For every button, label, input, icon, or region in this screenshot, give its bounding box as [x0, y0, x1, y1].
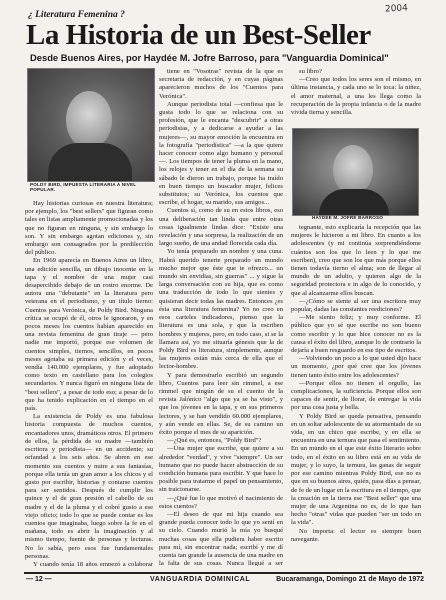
article-column-1 — [25, 200, 153, 566]
paragraph: Yo tenía preparado un nombre y una cuna. Habrá querido tenerte preparado un mundo mucho mejor que éste que te ofrezco... un mundo sin envidias, sin guerras" ... y sigue la larga conversación con su hija, que es como una traducción de todo lo que sientes y quisieran decir todas las madres. Entonces ¿es ésta una literatura femenina? Yo no creo en esos carteles indicadores, pienso que la literatura es una sola, y que la escriben hombres y mujeres, pero, en todo caso, si se la llamara así, yo me situaría génesis que la de Poldy Bird es literatura, simplemente, aunque las mujeres están más cerca de ella que el lector-hombre. — [159, 248, 283, 371]
issue-date: Bucaramanga, Domingo 21 de Mayo de 1972 — [276, 576, 424, 583]
byline: Desde Buenos Aires, por Haydée M. Jofre Barroso, para "Vanguardia Dominical" — [30, 52, 389, 63]
footer-rule — [24, 572, 422, 574]
page-number: — 12 — — [26, 576, 52, 583]
paragraph: —Creo que todos los seres son el mismo, en última instancia, y cada uno se lo toca: la niñez, el amor maternal, a una les llega como la recuperación de la propia infancia o de la madre vivida tierna y sencilla. — [291, 76, 421, 117]
photo-author — [292, 128, 419, 216]
paragraph: —Me siento feliz; y muy conforme. El público que yo sé que escribe no son bueno como escribir y lo que hice conocer no es la causa el éxito del libro, aunque lo de contrario la dejaría a buen resguardo en ese tipo de escritos. — [291, 314, 421, 355]
article-column-3-top — [291, 68, 421, 128]
paragraph: —El deseo de que mi hija cuando sea grande pueda conocer todo lo que yo sentí en su cielo. Cuando murió la mía yo busqué muchas cosas que ella pudiera haber escrito para mí, sin encontrar nada; escribí y me dí cuenta tan grande la ausencia de una madre en la falta de sus cosas. Nunca llegué a ser — [159, 510, 283, 566]
paragraph: La existencia de Poldy es una fabulosa historia compuesta de muchos cuentos, encantadores unos, dramáticos otros. El primero de ellos, la pérdida de su madre —también escritora y periodista— en un accidente; su orfandad a los seis años. Se abren en ese momento sus cuentos y nutre a sus fantasías, porque ella tenía un gran amor a los chicos y el gusto por escribir, historias y contarse cuentos para ser sentidos. Después de cumplir los quince y el de gran presión el cabello de su madre y el de la pluma y el cobré gusto a ese viejo oficio; todo lo que se puede contar es los cuentos que imaginaba, luego sobre la fe en el mañana, todo es abrir la imaginación y al mismo tiempo, fuente de personas y lecturas. No lo sabía, pero esos fue fundamentales personas. — [25, 413, 153, 560]
photo-face — [66, 91, 112, 149]
photo-face — [333, 145, 373, 195]
kicker: ¿ Literatura Femenina ? — [28, 10, 125, 20]
paragraph: —¿Qué es, entonces, "Poldy Bird"? — [167, 437, 262, 445]
paragraph: tegnante, esto explicaría la recepción que las mujeres le hicieron a mi libro. En cuanto a los adolescentes (y mi continúa sorprendiéndome cuántos son los que lo leen y lo que me escriben), creo que son los que más porque ellos tienen todavía tierno el alma; son de llegar al mundo de un adulto, y quieren algo de la seguridad protectora e in algo de lo conocido, y que al alcanzarme ellos buscan. — [291, 224, 421, 297]
paragraph: tiene en "Vosotras" revista de la que es secretaria de redacción, y en cuyas páginas aparecieron muchos de los "Cuentos para Verónica". — [159, 68, 283, 100]
photo-body — [48, 143, 132, 182]
paragraph: Aunque periodista total —confiesa que le gusta todo lo que se relaciona con su profesión, que le encanta "descubrir" a otras periodistas, y a dedicarse a ayudar a las mujeres—, su mayor emoción la encuentra en la fotografía "periodística" —a la que quiere hacer conocer como algo humano y personal—. Los tiempos de tener la pluma en la mano, los relojes y tener en el día de la semana su sábado le dieron un trabajo, porque ha traído en buen tiempo un buscador mujer, felices substitutos; su Verónica, los cuentos que escribe, el hogar, su marido, sus amigos... — [159, 100, 283, 207]
paragraph: Y cuando tenía 18 años empezó a colaborar — [33, 560, 153, 566]
paragraph: —Porque ellos no tienen el orgullo, las complicaciones, la suficiencia. Porque ellos son capaces de sentir, de llorar, de entregar la vida por una cosa justa y bella. — [291, 379, 421, 412]
paragraph: su libro? — [299, 68, 322, 75]
paragraph: Y para demostrarlo escribió un segundo libro, Cuentos para leer sin rimmel, a ese rimmel que ningún de su el cuento de la revista Jalónico "algo que ya se ha visto", y que los jóvenes en la tapa, y en sus primeros lectores, y se han vendido 60.000 ejemplares, y aún vende en ellas. Se, de su camino un éxito porque el mes de su aparición. — [159, 371, 283, 436]
article-column-2 — [159, 68, 283, 566]
paragraph: —¿Qué fue lo que motivó el nacimiento de estos cuentos? — [159, 494, 283, 510]
paragraph: Y Poldy Bird se queda pensativa, pensando en un soltar adolescente de su atormentado de su vida, en un chico que escribe, y en ella se encuentra en una ternura que pasa el sentimiento. En un mundo en el que este éxito literario sobre todo, en el éxito en su libro está en su vida de mujer, y lo suyo, la ternura, las ganas de seguir por ese camino mientras Poldy Bird, ese no es que en su buenos aires, quién, pasa días a pensar, de fe de un lugar en la escritura en el tiempo, que la creación en la tierra ese "Best seller" que una mujer de una Argentina no es, de lo que han hecho "otras" vidas que pueden "ser un todo en la vida". — [291, 412, 421, 527]
photo-caption: POLDY BIRD, IMPUESTA LITERARIA A NIVEL POPULAR. — [30, 182, 137, 192]
paragraph: No importa: el lector es siempre buen navegante. — [291, 527, 421, 543]
photo-poldy-bird — [27, 68, 155, 182]
paragraph: —Una mujer que escribe, que quiere a su alrededor "verdad", y vive "siempre". Un ser humano que no puede hacer abstracción de su condición humana para escribir. Y que hace lo posible para tratarme el papel un pensamiento, sin traicionarse. — [159, 445, 283, 494]
paragraph: —Volviendo un poco a lo que usted dijo hace un momento, ¿por qué cree que los jóvenes tienen tanto éxito entre los adolescentes? — [291, 355, 421, 379]
article-column-3 — [291, 224, 421, 566]
paragraph: Hay historias curiosas en nuestra literatura; por ejemplo, los "best sellers" que figuran como tales en listas ampliamente promocionadas y los que no figuran en ninguna, y sin embargo lo son. Y sin embargo agotan ediciones y, sin embargo son consagrados por la predilección del público. — [25, 200, 153, 257]
photo-body — [319, 189, 389, 216]
handwritten-note: 2004 — [384, 3, 409, 15]
paragraph: —¿Cómo se siente al ser una escritora muy popular, dadas las constantes reediciones? — [291, 297, 421, 314]
magazine-name: VANGUARDIA DOMINICAL — [150, 576, 251, 583]
paragraph: Cuentos sí, como de su en estos libros, eso una deliberación tan linda que entre otras cosas igualmente lindas dice: "Existe una revelación y una sorpresa, la realización de un largo sueño, de una andad florecida cada día. — [159, 207, 283, 248]
photo-caption: HAYDEE M. JOFRE BARROSO — [312, 215, 384, 220]
headline: La Historia de un Best-Seller — [26, 19, 371, 51]
paragraph: En 1969 aparecía en Buenos Aires un libro, una edición sencilla, un dibujo inocente en la tapa y el nombre de una mujer casi desapercibido debajo de un rostro enorme. De autora una "debutante" en la literatura pero veterana en el periodismo, y un título tierno: Cuentos para Verónica, de Poldy Bird. Ninguna crítica se ocupó de él, otros le ignoraron, y en pocos meses los cuentos habían aparecido en una revista femenina de gran tiraje — pero nadie me importó, porque ese volumen de cuentos simples, tiernos, sencillos, en pocos meses agotaba su primera edición y el veces, vendía 140.000 ejemplares, y fue adoptado como texto en castellano para los colegios secundarios. Y nunca figuró en ninguna lista de "best sellers", a pesar de todo eso; a pesar de lo que ha tenido explicación en el tiempo en el país. — [25, 257, 153, 413]
